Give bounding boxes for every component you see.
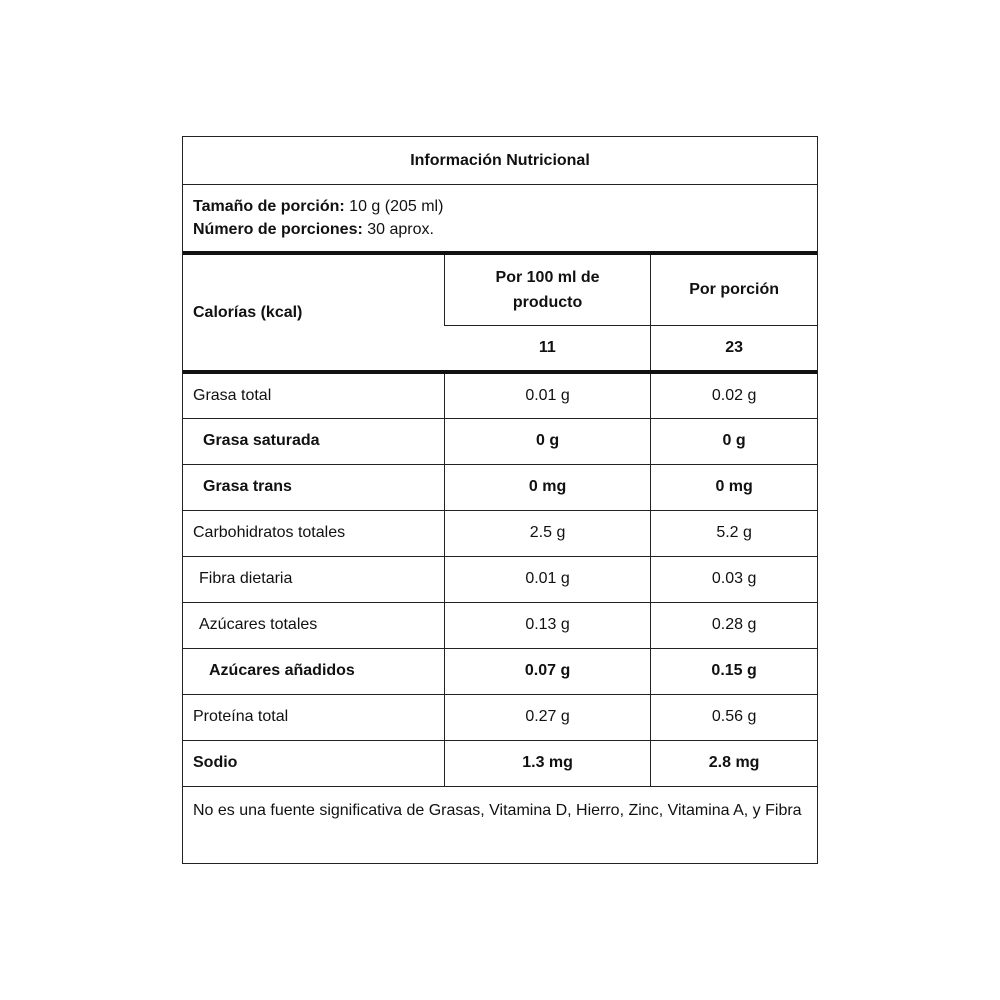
servings-count-line: [193, 218, 807, 241]
nutrient-name: Carbohidratos totales: [183, 510, 444, 556]
nutrient-per-100ml: 0.01 g: [444, 556, 650, 602]
nutrient-per-serving: 0 g: [651, 418, 817, 464]
nutrient-name: Grasa total: [183, 372, 444, 418]
nutrient-per-100ml: 0 mg: [444, 464, 650, 510]
nutrient-name: Grasa trans: [183, 464, 444, 510]
nutrient-per-100ml: 2.5 g: [444, 510, 650, 556]
nutrient-per-serving: 0.56 g: [651, 694, 817, 740]
nutrient-per-serving: 0.28 g: [651, 602, 817, 648]
nutrient-per-serving: 5.2 g: [651, 510, 817, 556]
nutrient-row-proteina: [183, 694, 817, 740]
nutrient-row-azucares-anadidos: [183, 648, 817, 694]
calories-label: Calorías (kcal): [193, 303, 303, 321]
label-title: Información Nutricional: [183, 137, 817, 185]
nutrition-facts-label: [182, 136, 818, 864]
nutrient-row-grasa-total: [183, 372, 817, 418]
nutrient-row-carbohidratos: [183, 510, 817, 556]
serving-size-value: 10 g (205 ml): [349, 198, 444, 215]
serving-size-label: Tamaño de porción:: [193, 198, 345, 215]
servings-count-value: 30 aprox.: [367, 221, 434, 238]
nutrient-row-fibra: [183, 556, 817, 602]
nutrient-per-100ml: 1.3 mg: [444, 740, 650, 786]
nutrient-name: Proteína total: [183, 694, 444, 740]
nutrient-name: Sodio: [183, 740, 444, 786]
nutrient-per-100ml: 0 g: [444, 418, 650, 464]
serving-size-line: [193, 195, 807, 218]
column-header-per-serving: Por porción: [651, 255, 817, 325]
nutrient-per-100ml: 0.01 g: [444, 372, 650, 418]
nutrient-per-100ml: 0.27 g: [444, 694, 650, 740]
calories-per-100ml: 11: [444, 325, 650, 372]
nutrient-per-serving: 0.03 g: [651, 556, 817, 602]
nutrient-name: Fibra dietaria: [183, 556, 444, 602]
nutrition-table: [183, 255, 817, 786]
nutrient-per-serving: 2.8 mg: [651, 740, 817, 786]
nutrient-name: Grasa saturada: [183, 418, 444, 464]
column-header-per-100ml-text: Por 100 ml de producto: [495, 268, 600, 311]
nutrient-row-azucares-totales: [183, 602, 817, 648]
nutrient-row-sodio: [183, 740, 817, 786]
column-header-per-100ml: [444, 255, 650, 325]
nutrient-name: Azúcares añadidos: [183, 648, 444, 694]
nutrient-row-grasa-trans: [183, 464, 817, 510]
nutrient-per-serving: 0.15 g: [651, 648, 817, 694]
footer-note: No es una fuente significativa de Grasas, Vitamina D, Hierro, Zinc, Vitamina A, y Fibra: [183, 786, 817, 860]
serving-info: [183, 185, 817, 255]
nutrient-per-100ml: 0.07 g: [444, 648, 650, 694]
nutrient-per-serving: 0 mg: [651, 464, 817, 510]
calories-per-serving: 23: [651, 325, 817, 372]
nutrient-row-grasa-saturada: [183, 418, 817, 464]
nutrient-name: Azúcares totales: [183, 602, 444, 648]
servings-count-label: Número de porciones:: [193, 221, 363, 238]
nutrient-per-100ml: 0.13 g: [444, 602, 650, 648]
nutrient-per-serving: 0.02 g: [651, 372, 817, 418]
calories-header-row: [183, 255, 817, 325]
